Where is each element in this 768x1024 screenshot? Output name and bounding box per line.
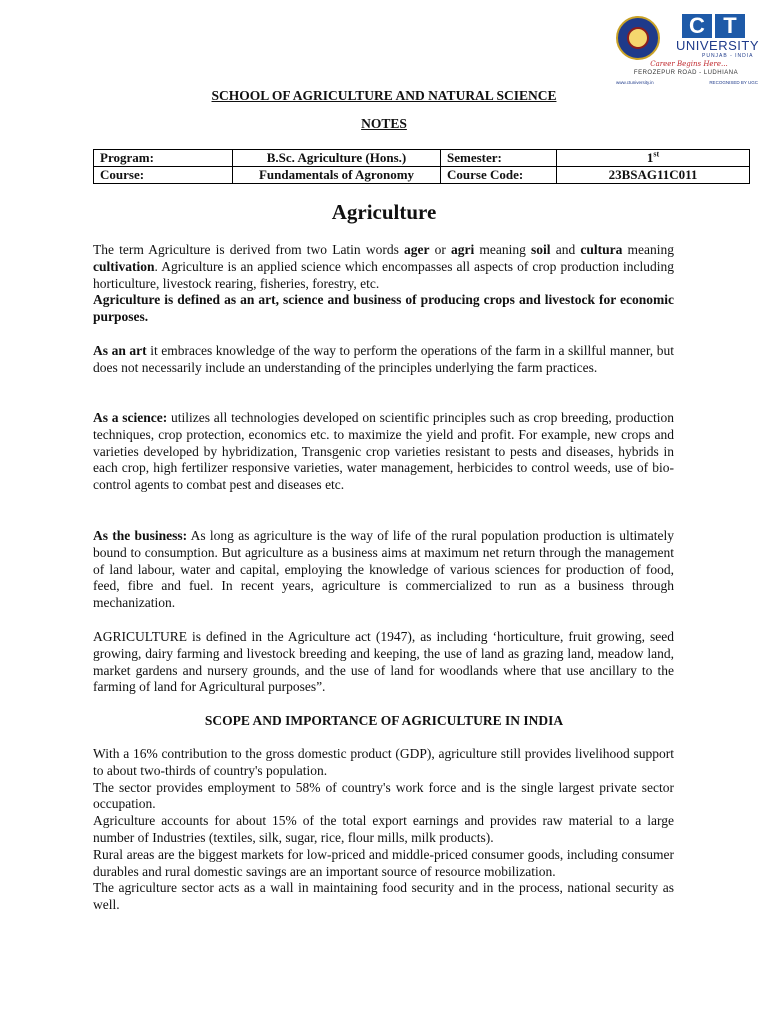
- business-label: As the business:: [93, 528, 188, 543]
- program-value: B.Sc. Agriculture (Hons.): [233, 150, 441, 167]
- page-title: Agriculture: [331, 200, 437, 224]
- scope-list: [69, 746, 674, 914]
- notes-heading: NOTES: [361, 116, 407, 131]
- logo-website: www.ctuniversity.in: [616, 80, 654, 85]
- list-item: Rural areas are the biggest markets for low-priced and middle-priced consumer goods, including consumer durables and rural domestic savings are an important source of resource mobilization.: [93, 846, 674, 879]
- university-seal-icon: [616, 16, 660, 60]
- ct-letter-c: C: [682, 14, 712, 38]
- course-info-table: [93, 149, 750, 184]
- table-row: [94, 167, 750, 184]
- science-label: As a science:: [93, 410, 168, 425]
- ct-letters: [682, 14, 745, 38]
- act-paragraph: AGRICULTURE is defined in the Agriculture act (1947), as including ‘horticulture, fruit growing, seed growing, dairy farming and livestock breeding and keeping, the use of land as grazing land, meadow land, market gardens and nursery grounds, and the use of land for woodlands where that use ancillary to the farming of land for Agricultural purposes”.: [93, 629, 674, 695]
- course-code-label: Course Code:: [441, 167, 557, 184]
- art-label: As an art: [93, 343, 147, 358]
- list-item: The sector provides employment to 58% of country's work force and is the single largest private sector occupation.: [93, 779, 674, 812]
- school-heading: SCHOOL OF AGRICULTURE AND NATURAL SCIENCE: [211, 88, 557, 103]
- art-paragraph: As an art it embraces knowledge of the way to perform the operations of the farm in a skillful manner, but does not necessarily include an understanding of the principles underlying the farm practices.: [93, 343, 674, 375]
- list-item: The agriculture sector acts as a wall in maintaining food security and in the process, national security as well.: [93, 880, 674, 913]
- science-paragraph: As a science: utilizes all technologies developed on scientific principles such as crop breeding, production techniques, crop protection, economics etc. to maximize the yield and profit. For example, new crops and varieties developed by hybridization, Transgenic crop varieties resistant to pests and diseases, hybrids in each crop, high fertilizer responsive varieties, water management, herbicides to control weeds, use of bio-control agents to combat pest and diseases etc.: [93, 410, 675, 493]
- semester-label: Semester:: [441, 150, 557, 167]
- course-value: Fundamentals of Agronomy: [233, 167, 441, 184]
- list-item: With a 16% contribution to the gross domestic product (GDP), agriculture still provides livelihood support to about two-thirds of country's population.: [93, 746, 674, 778]
- ct-university-logo: [612, 12, 760, 90]
- agriculture-definition: Agriculture is defined as an art, science and business of producing crops and livestock for economic purposes.: [93, 292, 674, 325]
- ct-letter-t: T: [715, 14, 745, 38]
- list-item: Agriculture accounts for about 15% of the total export earnings and provides raw material to a large number of Industries (textiles, silk, sugar, rice, flour mills, milk products).: [93, 813, 674, 845]
- logo-address: FEROZEPUR ROAD - LUDHIANA: [633, 70, 739, 76]
- course-code-value: 23BSAG11C011: [557, 167, 750, 184]
- logo-university-name: UNIVERSITY: [676, 38, 760, 53]
- semester-suffix: st: [653, 149, 660, 159]
- table-row: [94, 150, 750, 167]
- program-label: Program:: [94, 150, 233, 167]
- logo-tagline: Career Begins Here...: [650, 60, 728, 68]
- business-paragraph: As the business: As long as agriculture is the way of life of the rural population production is ultimately bound to consumption. But agriculture as a business aims at maximum net return through the management of land labour, water and capital, employing the knowledge of various sciences for production of food, feed, fibre and fuel. In recent years, agriculture is commercialized to run as a business through mechanization.: [93, 528, 674, 611]
- intro-paragraph: The term Agriculture is derived from two Latin words ager or agri meaning soil and cultura meaning cultivation. Agriculture is an applied science which encompasses all aspects of crop production including horticulture, livestock rearing, fisheries, forestry, etc. Agriculture is defined as an art, science and business of producing crops and livestock for economic purposes.: [93, 242, 674, 325]
- logo-state: PUNJAB - INDIA: [702, 53, 754, 59]
- scope-heading: SCOPE AND IMPORTANCE OF AGRICULTURE IN INDIA: [204, 713, 564, 728]
- course-label: Course:: [94, 167, 233, 184]
- semester-value: 1st: [557, 150, 750, 167]
- logo-recognition: RECOGNISED BY UGC: [709, 80, 758, 85]
